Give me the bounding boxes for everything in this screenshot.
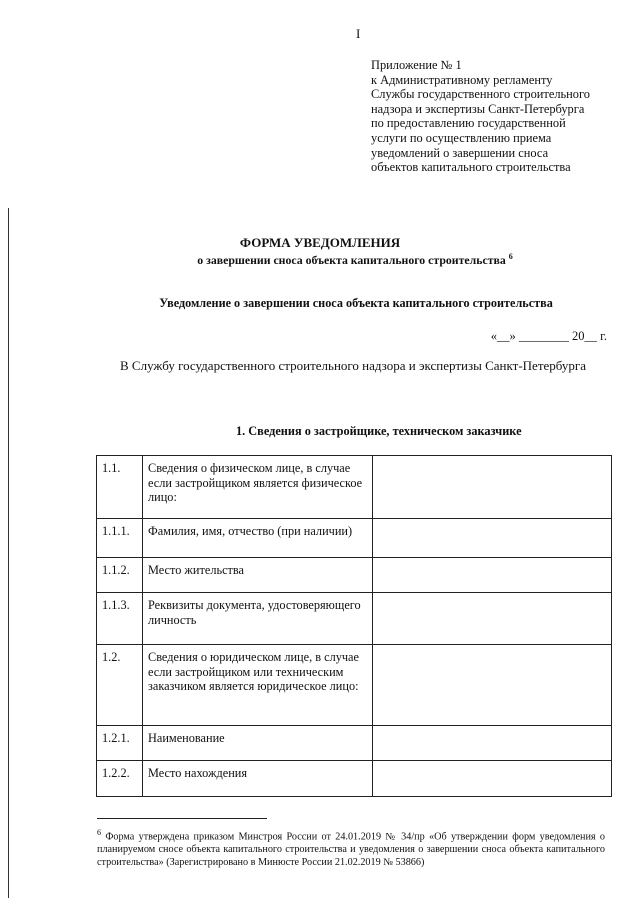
table-row <box>97 593 612 645</box>
appendix-line: к Административному регламенту <box>371 72 553 87</box>
table-row <box>97 519 612 558</box>
appendix-line: уведомлений о завершении сноса <box>371 145 549 160</box>
form-title: ФОРМА УВЕДОМЛЕНИЯ <box>239 235 401 250</box>
footnote <box>97 826 605 869</box>
row-label: Сведения о физическом лице, в случае если застройщиком является физическое лицо: <box>143 456 373 519</box>
table-row <box>97 456 612 519</box>
row-number: 1.1.2. <box>97 558 143 593</box>
row-number: 1.1.3. <box>97 593 143 645</box>
page-number: I <box>356 26 361 41</box>
date-line: «__» ________ 20__ г. <box>490 329 607 343</box>
appendix-line: надзора и экспертизы Санкт-Петербурга <box>371 101 585 116</box>
row-value-cell[interactable] <box>373 761 612 797</box>
notice-heading: Уведомление о завершении сноса объекта капитального строительства <box>159 296 553 310</box>
row-label: Сведения о юридическом лице, в случае если застройщиком или техническим заказчиком является юридическое лицо: <box>143 645 373 726</box>
form-subtitle-text: о завершении сноса объекта капитального строительства <box>197 252 506 267</box>
row-number: 1.1.1. <box>97 519 143 558</box>
row-value-cell[interactable] <box>373 456 612 519</box>
row-label: Фамилия, имя, отчество (при наличии) <box>143 519 373 558</box>
row-label: Реквизиты документа, удостоверяющего личность <box>143 593 373 645</box>
footnote-marker: 6 <box>508 252 513 261</box>
row-value-cell[interactable] <box>373 726 612 761</box>
footnote-text: Форма утверждена приказом Минстроя России от 24.01.2019 № 34/пр «Об утверждении форм уведомления о планируемом сносе объекта капитального строительства и уведомления о завершении сноса объекта капитального строительства» (Зарегистрировано в Минюсте России 21.02.2019 № 53866) <box>97 831 606 869</box>
row-number: 1.2. <box>97 645 143 726</box>
appendix-line: Приложение № 1 <box>371 58 462 72</box>
row-value-cell[interactable] <box>373 593 612 645</box>
appendix-line: по предоставлению государственной <box>371 116 566 131</box>
appendix-line: объектов капитального строительства <box>371 160 571 175</box>
recipient-line: В Службу государственного строительного надзора и экспертизы Санкт-Петербурга <box>119 358 586 373</box>
row-value-cell[interactable] <box>373 645 612 726</box>
row-label: Наименование <box>143 726 373 761</box>
appendix-line: Службы государственного строительного <box>371 87 590 102</box>
row-number: 1.2.2. <box>97 761 143 797</box>
row-label: Место жительства <box>143 558 373 593</box>
table-row <box>97 726 612 761</box>
form-subtitle <box>0 252 640 268</box>
row-label: Место нахождения <box>143 761 373 797</box>
appendix-block <box>371 58 590 175</box>
developer-info-table <box>96 455 612 797</box>
row-value-cell[interactable] <box>373 519 612 558</box>
table-row <box>97 761 612 797</box>
table-row <box>97 645 612 726</box>
footnote-divider <box>97 818 267 819</box>
section-title: 1. Сведения о застройщике, техническом заказчике <box>236 424 522 438</box>
row-number: 1.2.1. <box>97 726 143 761</box>
row-number: 1.1. <box>97 456 143 519</box>
table-row <box>97 558 612 593</box>
margin-rule <box>8 208 9 898</box>
footnote-marker: 6 <box>97 828 101 837</box>
row-value-cell[interactable] <box>373 558 612 593</box>
appendix-line: услуги по осуществлению приема <box>371 130 552 145</box>
